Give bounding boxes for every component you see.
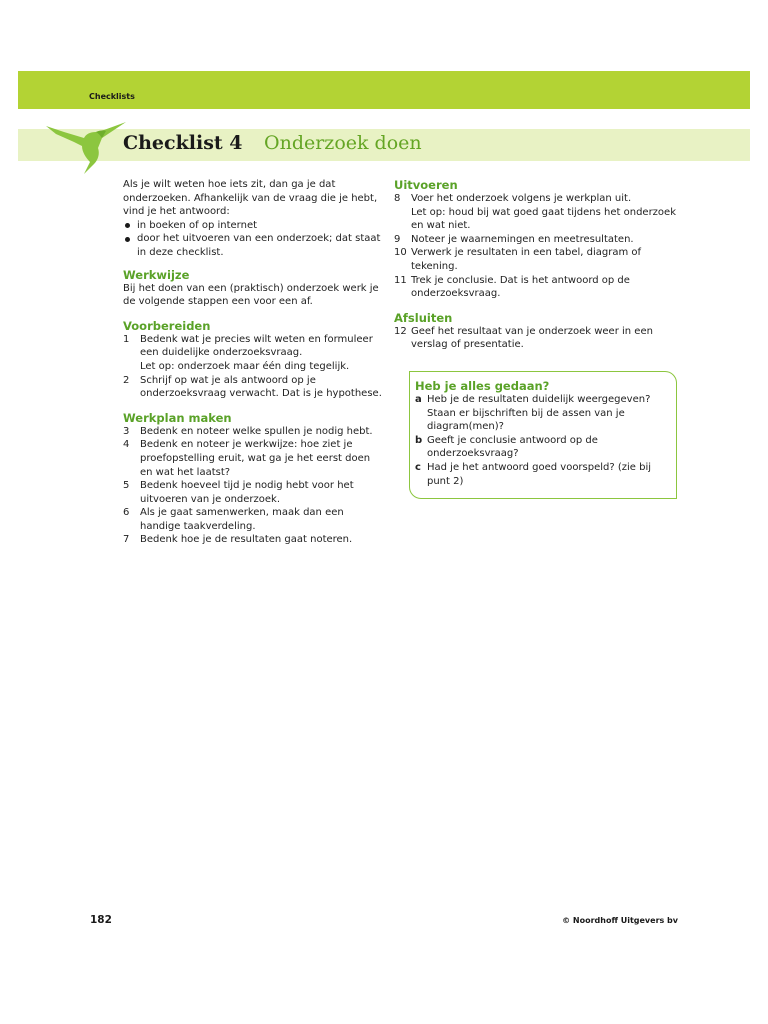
- step-text: Als je gaat samenwerken, maak dan een handige taakverdeling.: [140, 507, 344, 532]
- step-number: 10: [394, 247, 407, 259]
- checklist-number: Checklist 4: [123, 132, 243, 154]
- uitvoeren-steps: [394, 192, 684, 301]
- intro-text: Als je wilt weten hoe iets zit, dan ga je dat onderzoeken. Afhankelijk van de vraag die je hebt, vind je het antwoord:: [123, 179, 378, 218]
- hummingbird-icon: [44, 118, 128, 176]
- list-item: [394, 192, 684, 233]
- header-band: [18, 71, 750, 109]
- step-text: Bedenk hoe je de resultaten gaat noteren.: [140, 534, 353, 546]
- list-item: [123, 333, 385, 374]
- left-column: [123, 178, 385, 547]
- list-item: [123, 533, 385, 547]
- werkwijze-text: Bij het doen van een (praktisch) onderzoek werk je de volgende stappen een voor een af.: [123, 282, 379, 308]
- step-note: Let op: houd bij wat goed gaat tijdens het onderzoek en wat niet.: [411, 206, 676, 232]
- list-item: door het uitvoeren van een onderzoek; dat staat in deze checklist.: [123, 232, 385, 259]
- step-text: Verwerk je resultaten in een tabel, diagram of tekening.: [411, 247, 642, 272]
- page-title: Onderzoek doen: [264, 132, 422, 154]
- step-text: Bedenk hoeveel tijd je nodig hebt voor het uitvoeren van je onderzoek.: [140, 480, 354, 505]
- step-number: 6: [123, 507, 130, 519]
- step-text: Geef het resultaat van je onderzoek weer in een verslag of presentatie.: [411, 325, 653, 351]
- afsluiten-steps: [394, 325, 684, 352]
- step-number: 4: [123, 439, 130, 451]
- list-item: [123, 374, 385, 401]
- step-number: 7: [123, 534, 130, 546]
- step-number: 8: [394, 193, 401, 204]
- step-number: 2: [123, 374, 130, 386]
- list-item: in boeken of op internet: [123, 219, 385, 233]
- item-letter: b: [415, 434, 423, 446]
- list-item: [394, 246, 684, 273]
- step-number: 1: [123, 333, 130, 345]
- step-text: Voer het onderzoek volgens je werkplan uit.: [411, 193, 632, 204]
- step-text: Bedenk en noteer je werkwijze: hoe ziet je proefopstelling eruit, wat ga je het eerst doen en wat het laatst?: [140, 439, 371, 478]
- step-text: Noteer je waarnemingen en meetresultaten.: [411, 233, 634, 245]
- checklist-box: [409, 371, 677, 499]
- list-item: [394, 233, 684, 247]
- list-item: [415, 393, 668, 434]
- list-item: [123, 506, 385, 533]
- step-number: 12: [394, 325, 407, 337]
- section-heading-voorbereiden: Voorbereiden: [123, 318, 211, 333]
- section-heading-werkwijze: Werkwijze: [123, 267, 190, 282]
- item-letter: a: [415, 394, 422, 405]
- step-text: Schrijf op wat je als antwoord op je onderzoeksvraag verwacht. Dat is je hypothese.: [140, 374, 382, 400]
- copyright: © Noordhoff Uitgevers bv: [562, 916, 678, 925]
- page-number: 182: [90, 914, 112, 926]
- box-heading: Heb je alles gedaan?: [415, 379, 550, 393]
- step-text: Trek je conclusie. Dat is het antwoord op de onderzoeksvraag.: [411, 274, 630, 300]
- step-text: Bedenk wat je precies wilt weten en formuleer een duidelijke onderzoeksvraag.: [140, 333, 373, 359]
- step-number: 11: [394, 274, 407, 286]
- step-number: 5: [123, 480, 130, 492]
- section-heading-afsluiten: Afsluiten: [394, 310, 453, 325]
- item-text: Had je het antwoord goed voorspeld? (zie bij punt 2): [427, 461, 652, 487]
- section-heading-werkplan: Werkplan maken: [123, 410, 232, 425]
- step-text: Bedenk en noteer welke spullen je nodig hebt.: [140, 425, 373, 437]
- list-item: [123, 438, 385, 479]
- section-label: Checklists: [89, 92, 135, 101]
- right-column: [394, 178, 684, 352]
- list-item: [415, 461, 668, 488]
- step-number: 3: [123, 425, 130, 437]
- step-note: Let op: onderzoek maar één ding tegelijk.: [140, 360, 350, 372]
- item-text: Geeft je conclusie antwoord op de onderzoeksvraag?: [427, 434, 598, 460]
- item-letter: c: [415, 461, 421, 473]
- list-item: [123, 479, 385, 506]
- list-item: [415, 434, 668, 461]
- list-item: [394, 325, 684, 352]
- intro-bullets: [123, 219, 385, 260]
- check-items: [415, 393, 668, 488]
- step-number: 9: [394, 233, 401, 245]
- werkplan-steps: [123, 425, 385, 547]
- section-heading-uitvoeren: Uitvoeren: [394, 178, 458, 192]
- item-text: Heb je de resultaten duidelijk weergegeven? Staan er bijschriften bij de assen van je diagram(men)?: [427, 394, 651, 433]
- list-item: [394, 274, 684, 301]
- list-item: [123, 425, 385, 439]
- voorbereiden-steps: [123, 333, 385, 401]
